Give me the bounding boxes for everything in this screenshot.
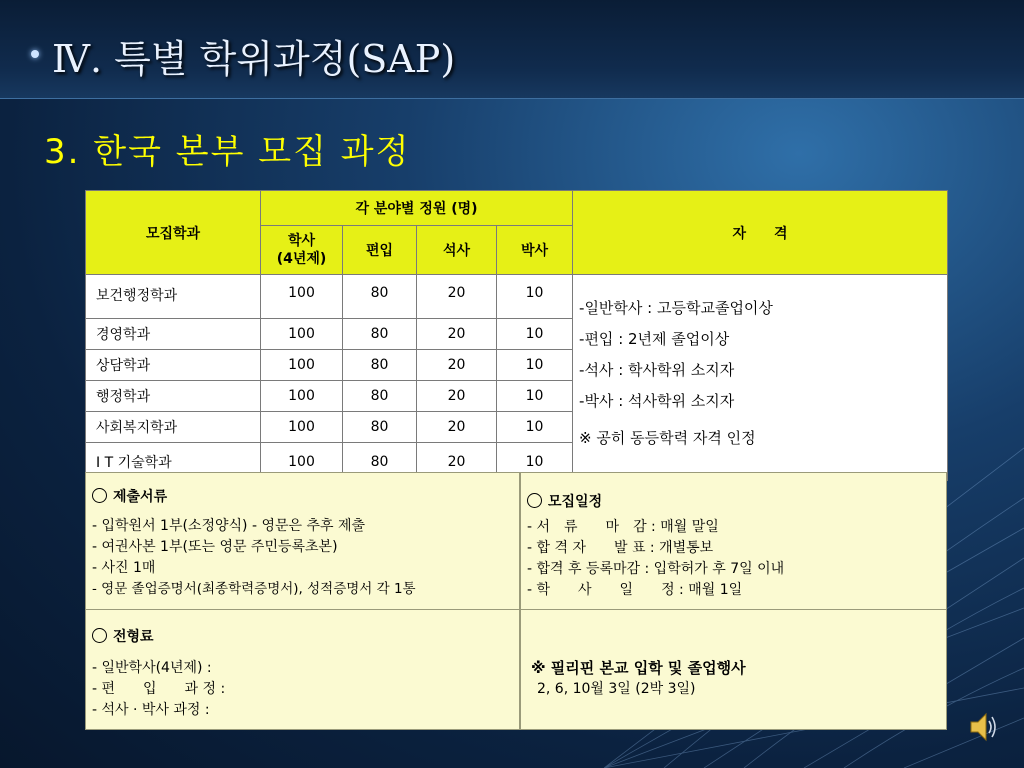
notice-heading: ※ 필리핀 본교 입학 및 졸업행사 bbox=[531, 659, 746, 677]
schedule-item: - 합격 후 등록마감 : 입학허가 후 7일 이내 bbox=[527, 561, 785, 577]
dept-cell: 상담학과 bbox=[86, 350, 261, 381]
circle-bullet-icon bbox=[92, 628, 107, 643]
value-cell: 80 bbox=[343, 275, 417, 319]
qualification-line: -박사 : 석사학위 소지자 bbox=[579, 392, 735, 410]
value-cell: 20 bbox=[417, 275, 497, 319]
fees-item: - 일반학사(4년제) : bbox=[92, 660, 212, 676]
value-cell: 100 bbox=[261, 350, 343, 381]
section-title: 3. 한국 본부 모집 과정 bbox=[44, 132, 411, 172]
page-title: Ⅳ. 특별 학위과정(SAP) bbox=[52, 37, 456, 81]
qualification-line: -석사 : 학사학위 소지자 bbox=[579, 361, 735, 379]
value-cell: 80 bbox=[343, 412, 417, 443]
header-qualification: 자 격 bbox=[573, 191, 948, 275]
schedule-item: - 학 사 일 정 : 매월 1일 bbox=[527, 582, 743, 598]
notice-panel bbox=[520, 609, 947, 730]
header-transfer: 편입 bbox=[343, 226, 417, 275]
value-cell: 20 bbox=[417, 319, 497, 350]
value-cell: 100 bbox=[261, 319, 343, 350]
documents-item: - 입학원서 1부(소정양식) - 영문은 추후 제출 bbox=[92, 518, 366, 534]
value-cell: 80 bbox=[343, 443, 417, 481]
schedule-item: - 서 류 마 감 : 매월 말일 bbox=[527, 519, 719, 535]
value-cell: 100 bbox=[261, 443, 343, 481]
fees-panel bbox=[85, 609, 520, 730]
notice-text: 2, 6, 10월 3일 (2박 3일) bbox=[537, 681, 696, 697]
value-cell: 10 bbox=[497, 275, 573, 319]
fees-item: - 편 입 과 정 : bbox=[92, 681, 226, 697]
qualification-line: -일반학사 : 고등학교졸업이상 bbox=[579, 299, 773, 317]
value-cell: 10 bbox=[497, 443, 573, 481]
documents-item: - 영문 졸업증명서(최종학력증명서), 성적증명서 각 1통 bbox=[92, 581, 416, 597]
table-row bbox=[86, 275, 948, 319]
value-cell: 100 bbox=[261, 412, 343, 443]
value-cell: 20 bbox=[417, 412, 497, 443]
value-cell: 10 bbox=[497, 319, 573, 350]
documents-heading: 제출서류 bbox=[113, 489, 168, 505]
value-cell: 20 bbox=[417, 350, 497, 381]
value-cell: 20 bbox=[417, 443, 497, 481]
value-cell: 80 bbox=[343, 319, 417, 350]
dept-cell: 보건행정학과 bbox=[86, 275, 261, 319]
schedule-heading: 모집일정 bbox=[548, 494, 603, 510]
qualification-line: -편입 : 2년제 졸업이상 bbox=[579, 330, 730, 348]
circle-bullet-icon bbox=[527, 493, 542, 508]
value-cell: 10 bbox=[497, 412, 573, 443]
value-cell: 100 bbox=[261, 275, 343, 319]
dept-cell: I T 기술학과 bbox=[86, 443, 261, 481]
fees-item: - 석사 · 박사 과정 : bbox=[92, 702, 210, 718]
value-cell: 20 bbox=[417, 381, 497, 412]
value-cell: 80 bbox=[343, 350, 417, 381]
dept-cell: 행정학과 bbox=[86, 381, 261, 412]
documents-item: - 사진 1매 bbox=[92, 560, 156, 576]
fees-heading: 전형료 bbox=[113, 629, 154, 645]
schedule-panel bbox=[520, 472, 947, 610]
header-bachelor: 학사 (4년제) bbox=[261, 226, 343, 275]
speaker-icon[interactable] bbox=[968, 710, 998, 744]
header-doctor: 박사 bbox=[497, 226, 573, 275]
qualification-note: ※ 공히 동등학력 자격 인정 bbox=[579, 429, 756, 447]
documents-item: - 여권사본 1부(또는 영문 주민등록초본) bbox=[92, 539, 338, 555]
documents-panel bbox=[85, 472, 520, 610]
value-cell: 100 bbox=[261, 381, 343, 412]
circle-bullet-icon bbox=[92, 488, 107, 503]
bullet-dot-icon bbox=[31, 50, 39, 58]
value-cell: 10 bbox=[497, 350, 573, 381]
dept-cell: 사회복지학과 bbox=[86, 412, 261, 443]
dept-cell: 경영학과 bbox=[86, 319, 261, 350]
value-cell: 80 bbox=[343, 381, 417, 412]
header-master: 석사 bbox=[417, 226, 497, 275]
header-quota: 각 분야별 정원 (명) bbox=[261, 191, 573, 226]
value-cell: 10 bbox=[497, 381, 573, 412]
qualification-cell bbox=[573, 275, 948, 481]
recruitment-table bbox=[85, 190, 948, 481]
header-department: 모집학과 bbox=[86, 191, 261, 275]
schedule-item: - 합 격 자 발 표 : 개별통보 bbox=[527, 540, 714, 556]
